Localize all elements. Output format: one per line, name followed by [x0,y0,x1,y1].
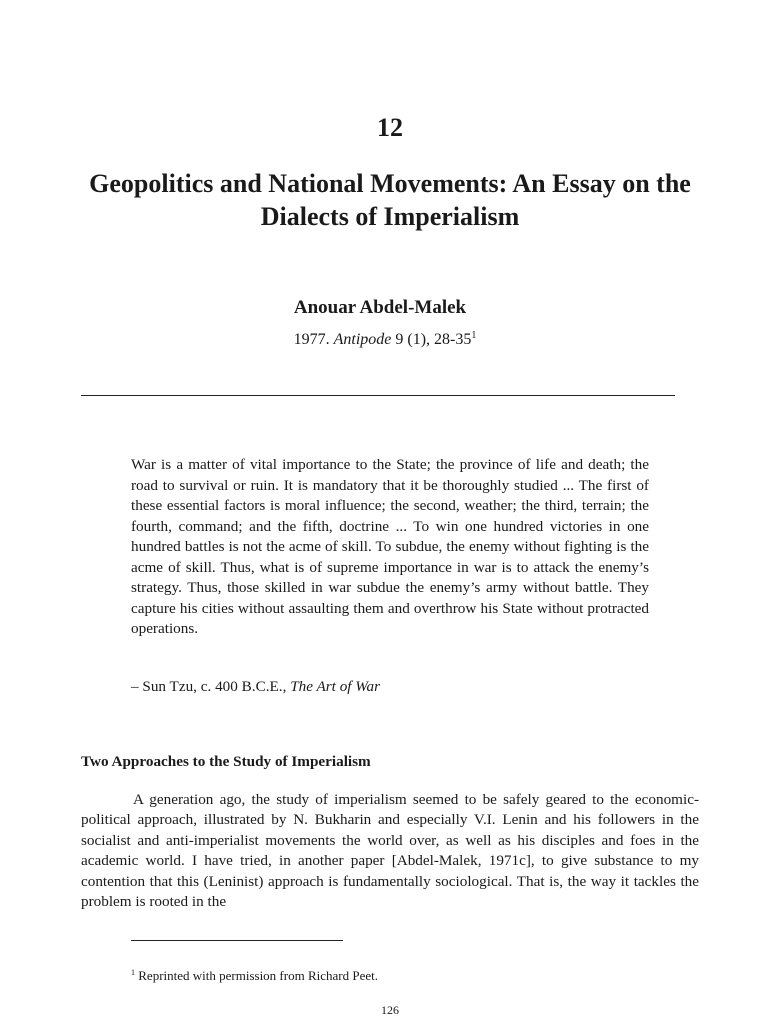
epigraph-quote: War is a matter of vital importance to the State; the province of life and death; the road to survival or ruin. It is mandatory that it be thoroughly studied ... The first of these essential factors is moral influence; the second, weather; the third, terrain; the fourth, command; and the fifth, doctrine ... To win one hundred victories in one hundred battles is not the acme of skill. To subdue, the enemy without fighting is the acme of skill. Thus, what is of supreme importance in war is to attack the enemy’s strategy. Thus, those skilled in war subdue the enemy’s army without battle. They capture his cities without assaulting them and overthrow his State without protracted operations. [131,456,649,637]
chapter-number: 12 [377,113,403,142]
page-number: 126 [381,1003,399,1017]
epigraph-work: The Art of War [290,678,381,695]
footnote [131,968,378,984]
section-heading: Two Approaches to the Study of Imperialism [81,753,371,770]
epigraph-attribution [131,678,380,696]
citation-details: 9 (1), 28-35 [395,331,472,348]
citation [0,330,768,349]
chapter-title: Geopolitics and National Movements: An Essay on the Dialects of Imperialism [89,169,691,231]
author-name: Anouar Abdel-Malek [293,297,467,318]
body-paragraph: A generation ago, the study of imperialism seemed to be safely geared to the economic-political approach, illustrated by N. Bukharin and especially V.I. Lenin and his followers in the socialist and anti-imperialist movements the world over, as well as his disciples and foes in the academic world. I have tried, in another paper [Abdel-Malek, 1971c], to give substance to my contention that this (Leninist) approach is fundamentally sociological. That is, the way it tackles the problem is rooted in the [81,791,699,911]
footnote-text: Reprinted with permission from Richard Peet. [138,968,378,983]
title-divider [81,395,675,396]
footnote-marker: 1 [131,968,135,977]
footnote-reference[interactable]: 1 [471,330,477,341]
footnote-divider [131,940,343,941]
citation-year: 1977. [293,331,330,348]
citation-journal: Antipode [333,331,392,348]
epigraph-author: – Sun Tzu, c. 400 B.C.E., [131,678,287,695]
